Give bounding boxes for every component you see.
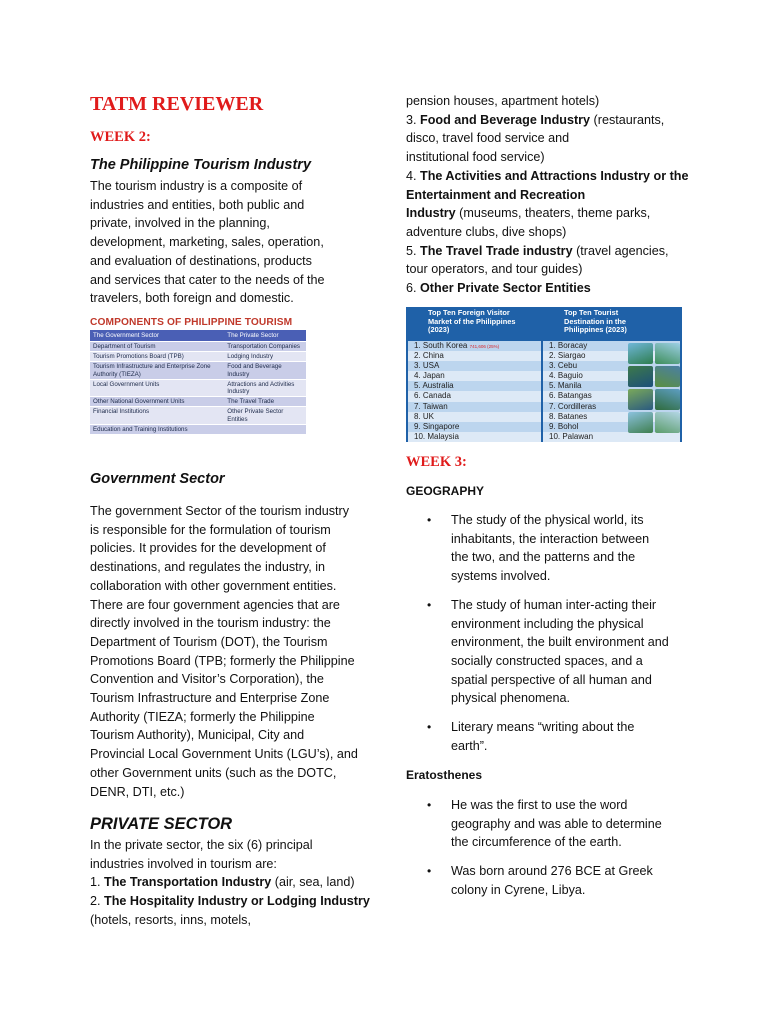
list-item: 1. Boracay	[543, 341, 680, 351]
table-row	[90, 407, 306, 424]
item-number: 3.	[406, 112, 417, 127]
text-line: inhabitants, the interaction between	[451, 531, 650, 546]
destination-photo	[628, 389, 653, 410]
item-name: The Transportation Industry	[104, 875, 272, 890]
list-item: 6. Batangas	[543, 391, 680, 401]
markets-header	[428, 309, 538, 341]
table-cell: Financial Institutions	[90, 407, 224, 424]
text-line: Provincial Local Government Units (LGU’s), and	[90, 747, 358, 762]
item-detail: (travel agencies,	[572, 243, 669, 258]
text-line: earth”.	[451, 738, 488, 753]
table-cell: Attractions and Activities Industry	[224, 379, 306, 396]
list-item: 2. Siargao	[543, 351, 680, 361]
text-line: and evaluation of destinations, products	[90, 253, 312, 268]
item-name: Entertainment and Recreation	[406, 187, 586, 202]
header-line: Top Ten Tourist	[564, 308, 619, 317]
text-line: The study of human inter-acting their	[451, 597, 657, 612]
bullet: •	[427, 798, 432, 812]
destination-photo	[628, 343, 653, 364]
text-line: environment including the physical	[451, 616, 644, 631]
text-line: development, marketing, sales, operation,	[90, 235, 324, 250]
header-line: Top Ten Foreign Visitor	[428, 308, 510, 317]
table-cell: Education and Training Institutions	[90, 424, 224, 434]
text-line: Tourism Infrastructure and Enterprise Zone	[90, 691, 330, 706]
item-name: Food and Beverage Industry	[420, 112, 591, 127]
item-name: Other Private Sector Entities	[420, 281, 591, 296]
item-name: The Travel Trade industry	[420, 243, 573, 258]
text-line: tour operators, and tour guides)	[406, 262, 583, 277]
text-line	[406, 204, 691, 223]
item-detail: (air, sea, land)	[271, 875, 355, 890]
list-item: 4. Japan	[408, 371, 541, 381]
item-name: Industry	[406, 206, 456, 221]
text-line: Convention and Visitor’s Corporation), the	[90, 672, 324, 687]
table-row	[90, 342, 306, 352]
text-line: Was born around 276 BCE at Greek	[451, 864, 653, 879]
text-line: policies. It provides for the development of	[90, 541, 326, 556]
header-line: Market of the Philippines	[428, 316, 516, 326]
list-item: 7. Cordilleras	[543, 402, 680, 412]
text-line: spatial perspective of all human and	[451, 672, 652, 687]
text-line: He was the first to use the word	[451, 798, 628, 812]
list-item: 5. Manila	[543, 381, 680, 391]
list-item	[406, 279, 691, 298]
list-item	[406, 242, 691, 261]
text-line: and services that cater to the needs of the	[90, 272, 325, 287]
item-detail: (museums, theaters, theme parks,	[455, 206, 651, 221]
text-line: There are four government agencies that are	[90, 597, 340, 612]
destination-photo	[655, 389, 680, 410]
list-item	[406, 511, 691, 586]
table-cell: Food and Beverage Industry	[224, 362, 306, 379]
week-2-label: WEEK 2:	[90, 129, 151, 145]
list-item: 8. UK	[408, 412, 541, 422]
section-heading-geography: GEOGRAPHY	[406, 484, 485, 498]
components-header-government: The Government Sector	[90, 330, 224, 342]
intro-paragraph	[90, 177, 370, 308]
top-ten-table-image	[406, 307, 682, 442]
table-cell: Tourism Promotions Board (TPB)	[90, 352, 224, 362]
text-line	[406, 186, 691, 205]
list-item	[406, 596, 691, 708]
geography-bullets	[406, 511, 691, 765]
components-table	[90, 330, 306, 434]
destination-photo	[655, 366, 680, 387]
table-cell: Transportation Companies	[224, 342, 306, 352]
text-line: socially constructed spaces, and a	[451, 653, 643, 668]
list-item	[406, 796, 691, 852]
text-line: Department of Tourism (DOT), the Tourism	[90, 634, 328, 649]
table-cell: Tourism Infrastructure and Enterprise Zone Authority (TIEZA)	[90, 362, 224, 379]
table-row	[90, 397, 306, 407]
table-cell: Other Private Sector Entities	[224, 407, 306, 424]
text-line: institutional food service)	[406, 150, 545, 165]
header-line: (2023)	[428, 325, 450, 335]
government-paragraph	[90, 502, 370, 801]
market-name: 1. South Korea	[414, 341, 468, 350]
text-line: collaboration with other government entities.	[90, 578, 337, 593]
text-line: DENR, DTI, etc.)	[90, 784, 185, 799]
section-heading-eratosthenes: Eratosthenes	[406, 768, 483, 782]
private-sector-list-continued	[406, 92, 691, 298]
item-number: 4.	[406, 168, 417, 183]
week-3-label: WEEK 3:	[406, 454, 467, 470]
list-item: 8. Batanes	[543, 412, 680, 422]
text-line: systems involved.	[451, 569, 551, 584]
eratosthenes-bullets	[406, 796, 691, 910]
destinations-header	[564, 309, 674, 341]
text-line: geography and was able to determine	[451, 816, 662, 831]
list-item: 5. Australia	[408, 381, 541, 391]
list-item	[90, 873, 380, 892]
list-item	[406, 862, 691, 899]
bullet: •	[427, 864, 432, 879]
text-line: disco, travel food service and	[406, 131, 570, 146]
list-item	[408, 341, 541, 351]
text-line: destinations, and regulates the industry, in	[90, 560, 325, 575]
destination-photos	[628, 343, 680, 433]
table-row	[90, 352, 306, 362]
text-line: private, involved in the planning,	[90, 216, 270, 231]
text-line: directly involved in the tourism industry: the	[90, 616, 331, 631]
item-number: 5.	[406, 243, 417, 258]
text-line: the circumference of the earth.	[451, 835, 622, 850]
list-item: 9. Singapore	[408, 422, 541, 432]
item-name: The Activities and Attractions Industry or the	[420, 168, 689, 183]
text-line: Promotions Board (TPB; formerly the Philippine	[90, 653, 355, 668]
text-line: colony in Cyrene, Libya.	[451, 882, 586, 897]
text-line: (hotels, resorts, inns, motels,	[90, 912, 251, 927]
text-line: physical phenomena.	[451, 691, 571, 706]
text-line: industries involved in tourism are:	[90, 856, 277, 871]
destination-photo	[628, 366, 653, 387]
list-item: 3. USA	[408, 361, 541, 371]
list-item	[406, 167, 691, 186]
list-item	[406, 111, 691, 130]
item-name: The Hospitality Industry or Lodging Industry	[104, 894, 370, 909]
text-line: Literary means “writing about the	[451, 720, 635, 735]
table-cell: Department of Tourism	[90, 342, 224, 352]
header-line: Destination in the	[564, 316, 627, 326]
text-line: In the private sector, the six (6) principal	[90, 838, 313, 852]
list-item: 6. Canada	[408, 391, 541, 401]
bullet: •	[427, 513, 432, 527]
destination-photo	[655, 343, 680, 364]
section-heading-tourism-industry: The Philippine Tourism Industry	[90, 157, 312, 173]
list-item: 3. Cebu	[543, 361, 680, 371]
item-number: 2.	[90, 894, 101, 909]
page-title: TATM REVIEWER	[90, 93, 264, 115]
components-title: COMPONENTS OF PHILIPPINE TOURISM	[90, 317, 293, 328]
text-line: Authority (TIEZA; formerly the Philippine	[90, 709, 315, 724]
private-sector-list	[90, 836, 380, 930]
item-number: 6.	[406, 281, 417, 296]
list-item	[406, 718, 691, 755]
bullet: •	[427, 720, 432, 735]
text-line: adventure clubs, dive shops)	[406, 224, 567, 239]
table-row	[90, 379, 306, 396]
bullet: •	[427, 597, 432, 612]
item-number: 1.	[90, 875, 101, 890]
list-item: 9. Bohol	[543, 422, 680, 432]
destination-photo	[655, 412, 680, 433]
text-line: pension houses, apartment hotels)	[406, 94, 600, 108]
table-row	[90, 362, 306, 379]
list-item: 10. Malaysia	[408, 432, 541, 442]
list-item: 2. China	[408, 351, 541, 361]
section-heading-government-sector: Government Sector	[90, 471, 225, 487]
table-cell: Local Government Units	[90, 379, 224, 396]
text-line: The study of the physical world, its	[451, 513, 644, 527]
text-line: is responsible for the formulation of tourism	[90, 522, 331, 537]
text-line: travelers, both foreign and domestic.	[90, 291, 294, 306]
text-line: the two, and the patterns and the	[451, 550, 636, 565]
text-line: environment, the built environment and	[451, 635, 669, 650]
list-item: 4. Baguio	[543, 371, 680, 381]
header-line: Philippines (2023)	[564, 325, 627, 335]
table-cell: Lodging Industry	[224, 352, 306, 362]
list-item: 10. Palawan	[543, 432, 680, 442]
text-line: The government Sector of the tourism industry	[90, 504, 349, 518]
text-line: industries and entities, both public and	[90, 197, 305, 212]
components-header-private: The Private Sector	[224, 330, 306, 342]
text-line: The tourism industry is a composite of	[90, 179, 303, 193]
text-line: other Government units (such as the DOTC,	[90, 765, 337, 780]
markets-list	[408, 341, 541, 442]
table-cell: Other National Government Units	[90, 397, 224, 407]
item-detail: (restaurants,	[590, 112, 665, 127]
list-item: 7. Taiwan	[408, 402, 541, 412]
table-cell: The Travel Trade	[224, 397, 306, 407]
destination-photo	[628, 412, 653, 433]
components-table-image	[90, 316, 306, 434]
table-row	[90, 424, 306, 434]
text-line: Tourism Authority), Municipal, City and	[90, 728, 305, 743]
table-cell	[224, 424, 306, 434]
section-heading-private-sector: PRIVATE SECTOR	[90, 815, 233, 833]
market-note: 741,606 (25%)	[469, 344, 500, 349]
list-item	[90, 892, 380, 911]
